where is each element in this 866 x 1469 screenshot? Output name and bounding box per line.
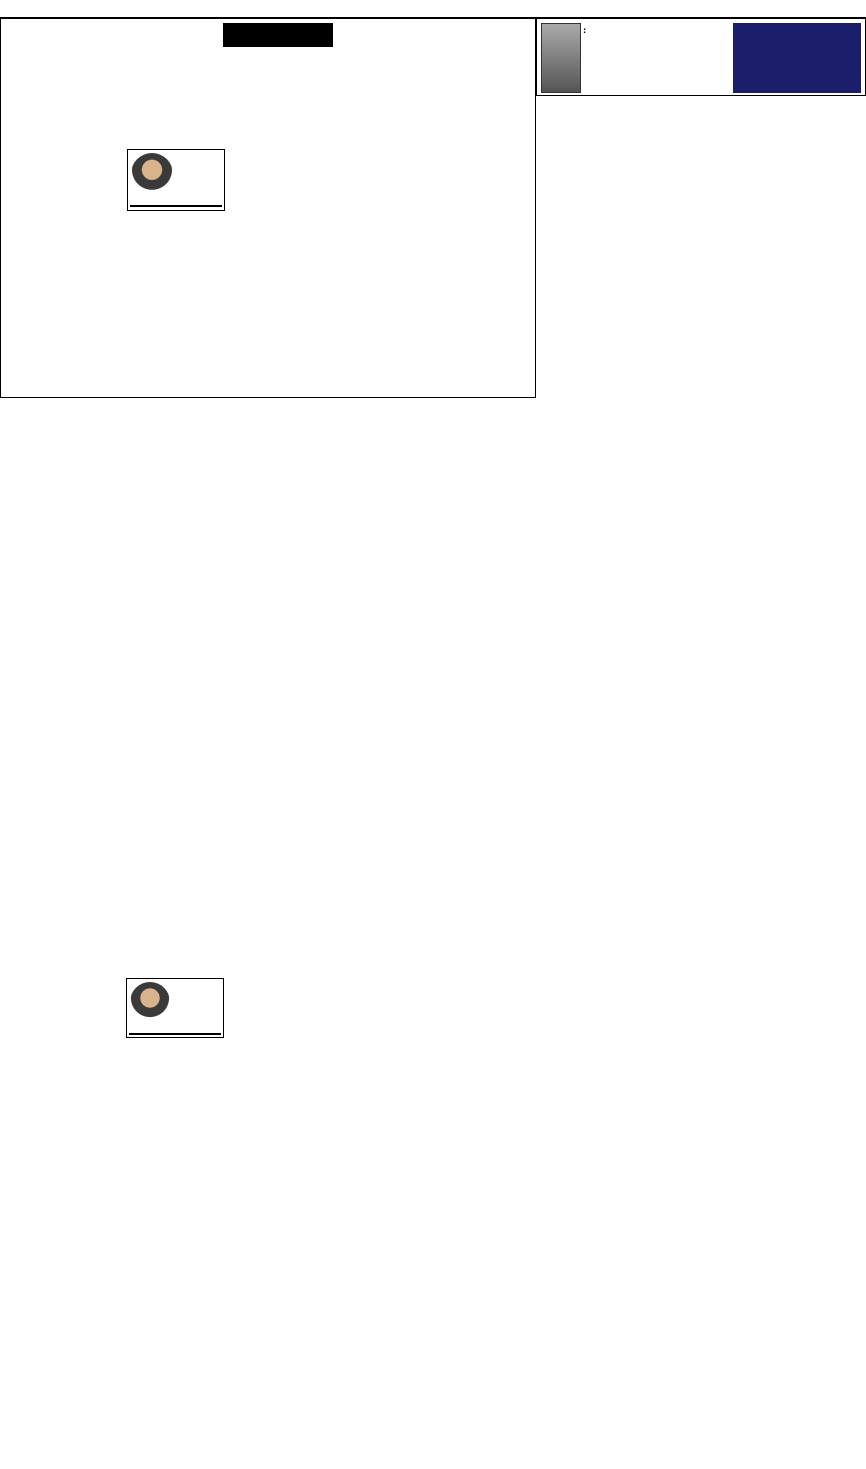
author-email [130,205,222,207]
newspaper-logo [733,23,861,93]
author-column-name-2 [172,983,220,993]
author-column-name [173,154,221,164]
author-photo [131,153,173,195]
author-card [127,149,225,211]
dateline [0,0,866,18]
author-email-2 [129,1033,221,1035]
continued-columns-grid [0,398,866,1469]
top-news-columns [536,98,866,398]
masthead-building-image [541,23,581,93]
masthead [536,18,866,96]
masthead-info [583,23,729,93]
author-card-2 [126,978,224,1038]
email-block: : [583,26,587,35]
feature-title [223,23,333,47]
author-photo-2 [130,982,170,1022]
feature-article [0,18,536,398]
